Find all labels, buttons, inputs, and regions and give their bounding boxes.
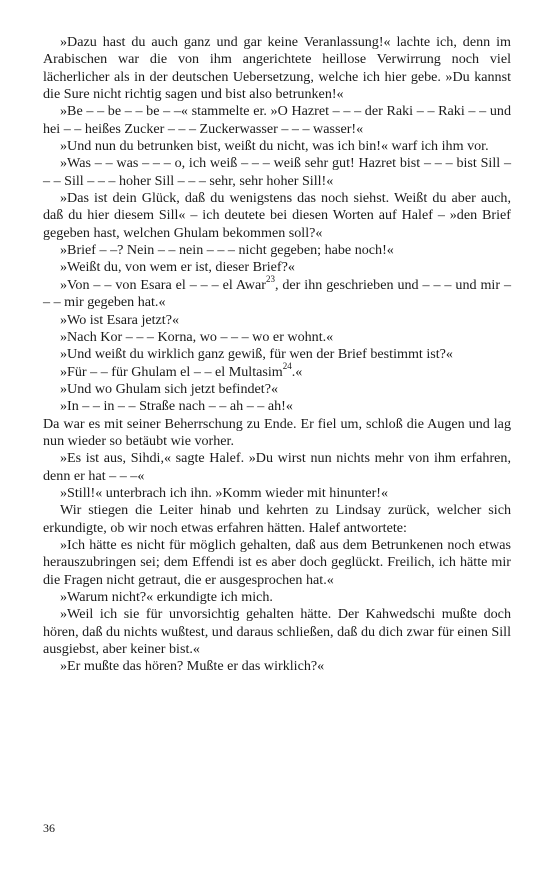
paragraph: »Brief – –? Nein – – nein – – – nicht gegeben; habe noch!«	[60, 242, 394, 259]
paragraph: »Ich hätte es nicht für möglich gehalten, daß aus dem Betrunkenen noch etwas herauszubringen sei; dem Effendi ist es aber doch geglückt. Freilich, ich hätte mir die Fragen nicht getraut, die er ausgesprochen hat.«	[43, 536, 511, 588]
paragraph: »Weil ich sie für unvorsichtig gehalten hätte. Der Kahwedschi mußte doch hören, daß du nichts wußtest, und daraus schließen, daß du dich zwar für einen Sill ausgiebst, aber keiner bist.«	[43, 606, 511, 658]
paragraph: »Und wo Ghulam sich jetzt befindet?«	[60, 380, 279, 397]
paragraph: »Be – – be – – be – –« stammelte er. »O Hazret – – – der Raki – – Raki – – und hei – – heißes Zucker – – – Zuckerwasser – – – wasser!«	[43, 103, 511, 137]
paragraph-text: »Für – – für Ghulam el – – el Multasim	[60, 363, 283, 380]
paragraph: Wir stiegen die Leiter hinab und kehrten zu Lindsay zurück, welcher sich erkundigte, ob wir noch etwas erfahren hätten. Halef antwortete:	[43, 502, 511, 536]
paragraph: »Dazu hast du auch ganz und gar keine Veranlassung!« lachte ich, denn im Arabischen war die von ihm angerichtete heillose Verwirrung noch viel lächerlicher als in der deutschen Uebersetzung, welche ich hier gebe. »Du kannst die Sure nicht richtig sagen und bist also betrunken!«	[43, 34, 511, 103]
paragraph: »Nach Kor – – – Korna, wo – – – wo er wohnt.«	[60, 328, 334, 345]
paragraph: »Es ist aus, Sihdi,« sagte Halef. »Du wirst nun nichts mehr von ihm erfahren, denn er hat – – –«	[43, 450, 511, 484]
paragraph: »Und weißt du wirklich ganz gewiß, für wen der Brief bestimmt ist?«	[60, 346, 453, 363]
paragraph: »Und nun du betrunken bist, weißt du nicht, was ich bin!« warf ich ihm vor.	[60, 138, 489, 155]
paragraph: Da war es mit seiner Beherrschung zu Ende. Er fiel um, schloß die Augen und lag nun wieder so betäubt wie vorher.	[43, 415, 511, 449]
book-page-text	[43, 34, 511, 676]
footnote-marker: 24	[282, 360, 292, 371]
paragraph: »Was – – was – – – o, ich weiß – – – weiß sehr gut! Hazret bist – – – bist Sill – – – Sill – – – hoher Sill – – – sehr, sehr hoher Sill!«	[43, 155, 511, 189]
paragraph: »Weißt du, von wem er ist, dieser Brief?«	[60, 259, 295, 276]
paragraph: »Er mußte das hören? Mußte er das wirklich?«	[60, 658, 325, 675]
paragraph	[43, 274, 511, 312]
paragraph: »Still!« unterbrach ich ihn. »Komm wieder mit hinunter!«	[60, 484, 389, 501]
paragraph: »Wo ist Esara jetzt?«	[60, 311, 180, 328]
paragraph-text: , der ihn geschrieben und – – – und mir – – – mir gegeben hat.«	[43, 276, 511, 311]
page-number: 36	[43, 821, 55, 835]
paragraph: »Warum nicht?« erkundigte ich mich.	[60, 589, 273, 605]
paragraph-text: .«	[291, 363, 303, 380]
footnote-marker: 23	[265, 274, 275, 285]
paragraph: »In – – in – – Straße nach – – ah – – ah!«	[60, 398, 293, 415]
paragraph-text: »Von – – von Esara el – – – el Awar	[60, 276, 266, 293]
paragraph: »Das ist dein Glück, daß du wenigstens das noch siehst. Weißt du aber auch, daß du hier diesem Sill« – ich deutete bei diesen Worten auf Halef – »den Brief gegeben hast, welchen Ghulam bekommen soll?«	[43, 190, 511, 241]
paragraph	[43, 360, 511, 381]
